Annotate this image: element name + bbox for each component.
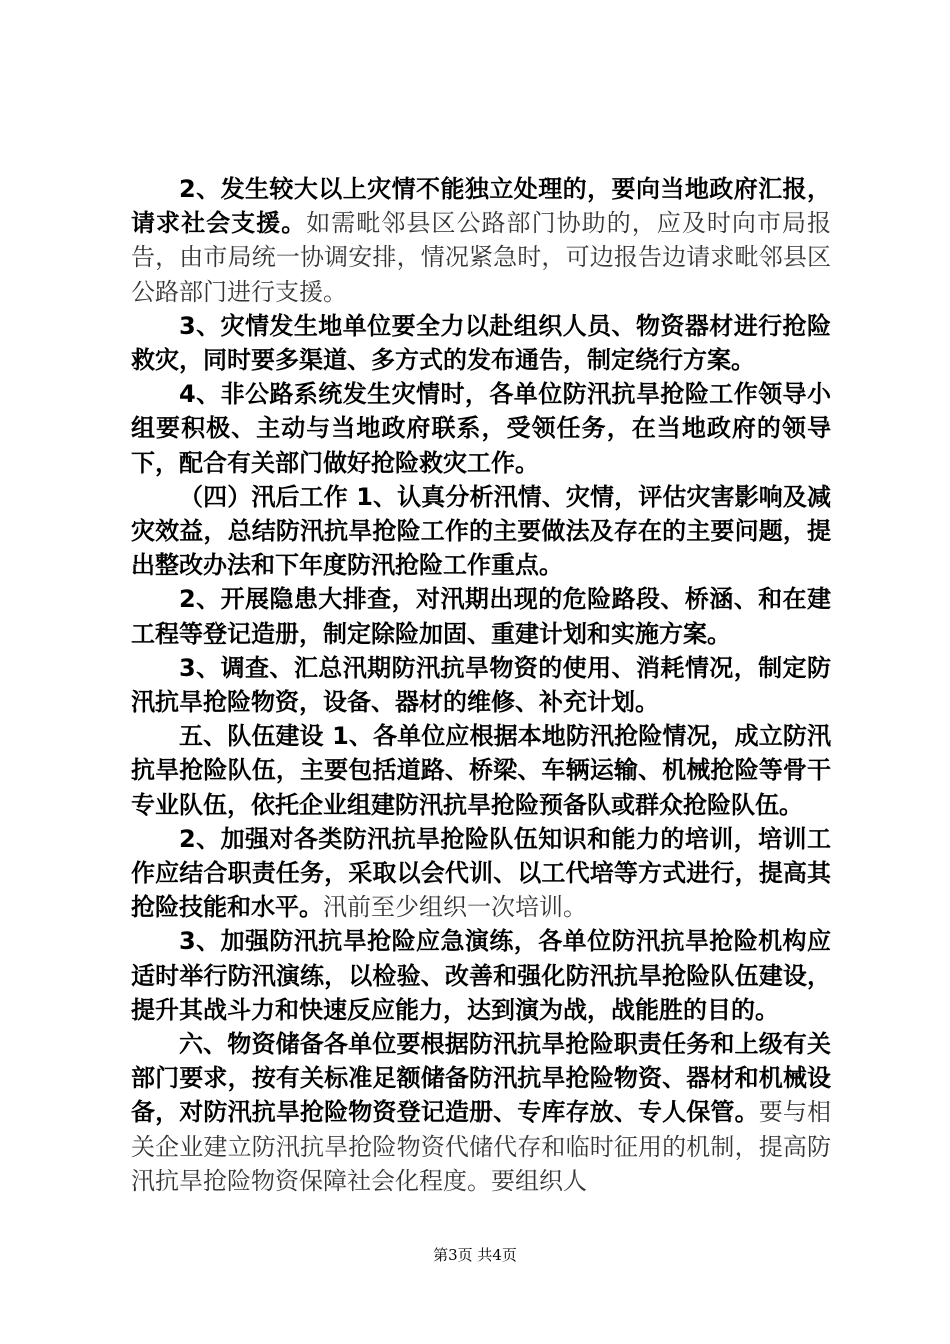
paragraph-text: （四）汛后工作 1、认真分析汛情、灾情，评估灾害影响及减灾效益，总结防汛抗旱抢险工作的主要做法及存在的主要问题，提出整改办法和下年度防汛抢险工作重点。: [131, 482, 831, 580]
paragraph-text-light: 汛前至少组织一次培训。: [323, 893, 587, 922]
paragraph-text: 3、调查、汇总汛期防汛抗旱物资的使用、消耗情况，制定防汛抗旱抢险物资，设备、器材的维修、补充计划。: [131, 653, 831, 717]
document-body: [131, 172, 831, 1198]
paragraph: [131, 377, 831, 480]
paragraph: [131, 719, 831, 822]
paragraph: [131, 309, 831, 377]
paragraph: [131, 924, 831, 1027]
paragraph: [131, 582, 831, 650]
paragraph: [131, 651, 831, 719]
paragraph-text: 2、开展隐患大排查，对汛期出现的危险路段、桥涵、和在建工程等登记造册，制定除险加固、重建计划和实施方案。: [131, 585, 831, 648]
paragraph-text: 2、加强对各类防汛抗旱抢险队伍知识和能力的培训，培训工作应结合职责任务，采取以会代训、以工代培等方式进行，提高其抢险技能和水平。: [131, 824, 831, 922]
paragraph: [131, 480, 831, 583]
paragraph-text: 4、非公路系统发生灾情时，各单位防汛抗旱抢险工作领导小组要积极、主动与当地政府联系，受领任务，在当地政府的领导下，配合有关部门做好抢险救灾工作。: [131, 380, 831, 477]
paragraph-text: 3、加强防汛抗旱抢险应急演练，各单位防汛抗旱抢险机构应适时举行防汛演练，以检验、改善和强化防汛抗旱抢险队伍建设，提升其战斗力和快速反应能力，达到演为战，战能胜的目的。: [131, 927, 831, 1024]
paragraph-text: 五、队伍建设 1、各单位应根据本地防汛抢险情况，成立防汛抗旱抢险队伍，主要包括道路、桥梁、车辆运输、机械抢险等骨干专业队伍，依托企业组建防汛抗旱抢险预备队或群众抢险队伍。: [131, 722, 831, 819]
page-footer: 第3页 共4页: [433, 1246, 517, 1264]
paragraph-text: 六、物资储备各单位要根据防汛抗旱抢险职责任务和上级有关部门要求，按有关标准足额储备防汛抗旱抢险物资、器材和机械设备，对防汛抗旱抢险物资登记造册、专库存放、专人保管。: [131, 1030, 831, 1127]
paragraph: [131, 172, 831, 309]
paragraph-text-light: 如需毗邻县区公路部门协助的，应及时向市局报告，由市局统一协调安排，情况紧急时，可边报告边请求毗邻县区公路部门进行支援。: [131, 209, 832, 306]
paragraph-text-light: 要与相关企业建立防汛抗旱抢险物资代储代存和临时征用的机制，提高防汛抗旱抢险物资保障社会化程度。要组织人: [131, 1098, 832, 1195]
paragraph: [131, 1027, 831, 1198]
paragraph-text: 3、灾情发生地单位要全力以赴组织人员、物资器材进行抢险救灾，同时要多渠道、多方式的发布通告，制定绕行方案。: [131, 311, 831, 375]
paragraph-text: 2、发生较大以上灾情不能独立处理的，要向当地政府汇报，请求社会支援。: [131, 175, 831, 238]
paragraph: [131, 822, 831, 925]
